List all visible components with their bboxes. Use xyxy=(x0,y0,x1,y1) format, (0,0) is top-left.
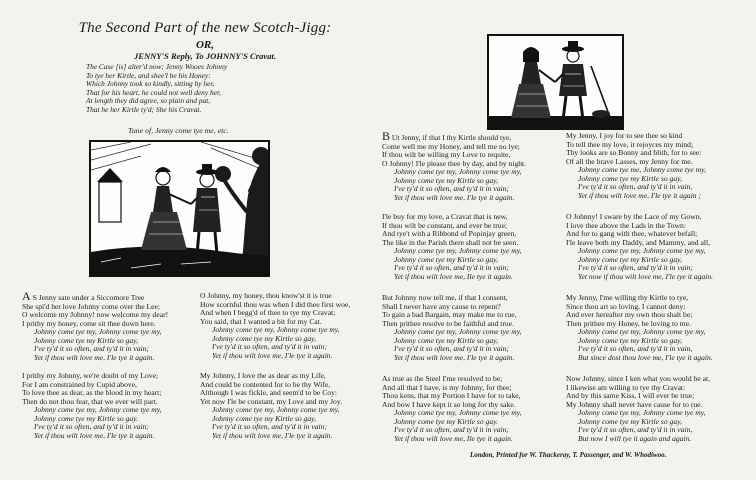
refrain-line: I've ty'd it so often, and ty'd it in vain; xyxy=(394,263,509,273)
refrain-line: Yet if thou wilt love me, I'le tye it again. xyxy=(212,430,333,440)
verse-line: B Ut Jenny, if that I thy Kirtle should tye, xyxy=(382,129,512,143)
verse-line: As true as the Steel I'me resolved to be; xyxy=(382,374,503,383)
refrain-line: Johnny come tye my Kirtle so gay, xyxy=(578,173,682,183)
verse-line: Then prithee my Honey, be loving to me. xyxy=(566,318,691,328)
refrain-line: I've ty'd it so often, and ty'd it in vain; xyxy=(34,344,149,354)
verse-line: If thou wilt be willing my Love to requite, xyxy=(382,150,511,160)
verse-line: Shall I never have any cause to repent? xyxy=(382,301,501,311)
printer-imprint: London, Printed for W. Thackeray, T. Passenger, and W. Whodiwoo. xyxy=(470,451,667,459)
verse-line: I love thee above the Lads in the Town: xyxy=(566,220,686,230)
refrain-line: I've ty'd it so often, and ty'd it in vain; xyxy=(34,422,149,432)
refrain-line: I've ty'd it so often, and ty'd it in vain, xyxy=(578,425,693,435)
stanza-1 xyxy=(22,289,169,362)
stanza-7 xyxy=(382,294,522,362)
refrain-line: I've ty'd it so often, and ty'd it in vain; xyxy=(394,344,509,354)
verse-line: You said, that I wanted a bit for my Cat. xyxy=(200,316,322,326)
refrain-line: Johnny come tye my Kirtle so gay, xyxy=(578,416,682,426)
refrain-line: Yet if thou wilt love me, I'le tye it again ; xyxy=(578,190,702,200)
verse-line: Come well me my Honey, and tell me no lye; xyxy=(382,141,520,151)
verse-line: Thou kens, that my Portion I have for to take, xyxy=(382,391,521,401)
refrain-line: Johnny come tye my, Johnny come tye my, xyxy=(34,405,162,415)
verse-line: Of all the brave Lasses, my Jenny for me. xyxy=(566,156,693,166)
verse-line: Now Johnny, since I ken what you would be at, xyxy=(566,374,710,383)
stanza-3 xyxy=(200,292,350,360)
verse-line: How scornful thou was when I did thee first woe, xyxy=(200,299,351,309)
verse-line: I'le buy for my love, a Cravat that is new, xyxy=(382,212,508,221)
refrain-line: But since dost thou love me, I'le tye it again. xyxy=(578,352,713,362)
stanza-10 xyxy=(566,213,713,281)
verse-line: And for to gang with thee, whatever befall; xyxy=(566,229,698,239)
verse-line: I likewise am willing to tye thy Cravat: xyxy=(566,382,686,392)
refrain-line: I've ty'd it so often, and ty'd it in vain, xyxy=(578,182,693,192)
verse-line: O Johnny, my honey, thou know'st it is true xyxy=(200,291,332,300)
stanza-4 xyxy=(200,372,342,440)
refrain-line: Johnny come tye my Kirtle so gay. xyxy=(394,416,498,426)
refrain-line: Johnny come tye me, Johnny come tye my, xyxy=(578,165,706,175)
verse-line: And ever hereafter my own thou shalt be; xyxy=(566,310,693,320)
refrain-line: I've ty'd it so often, and ty'd it in vain; xyxy=(212,342,327,352)
refrain-line: Yet if thou wilt love me, I'le tye it again. xyxy=(34,352,155,362)
refrain-line: Yet if thou wilt love me, I'le tye it again. xyxy=(394,352,515,362)
intro-line: The Case [is] alter'd now; Jenny Wooes Johnny xyxy=(86,62,228,71)
verse-line: Then do not thou fear, that we ever will part. xyxy=(22,396,158,406)
woodcut-couple-standing-image xyxy=(487,34,624,130)
verse-line: Yet now I'le be constant, my Love and my Joy. xyxy=(200,396,343,406)
refrain-line: Johnny come tye my, Johnny come tye my, xyxy=(212,325,340,335)
refrain-line: But now I will tye it again and again. xyxy=(578,433,692,443)
stanza-5 xyxy=(382,129,527,202)
refrain-line: Yet if thou wilt love me, I'le tye it again. xyxy=(212,350,333,360)
refrain-line: Yet if thou wilt love me, I'le tye it again. xyxy=(394,192,515,202)
verse-line: O Johnny! I'le please thee by day, and by night. xyxy=(382,158,527,168)
intro-line: At length they did agree, so plain and pat, xyxy=(86,96,211,106)
verse-line: A S Jenny sate under a Siccomore Tree xyxy=(22,289,145,303)
stanza-12 xyxy=(566,375,710,443)
stanza-9 xyxy=(566,132,706,200)
verse-line: My Johnny shall never have cause for to rue. xyxy=(566,399,703,409)
refrain-line: Johnny come tye my Kirtle so gay, xyxy=(578,254,682,264)
verse-line: Although I was fickle, and seem'd to be Coy: xyxy=(200,388,337,398)
refrain-line: Johnny come tye my, Johnny come tye my, xyxy=(394,246,522,256)
refrain-line: Johnny come tye my, Johnny come tye my, xyxy=(394,167,522,177)
verse-line: She spi'd her love Johnny come over the Lee; xyxy=(22,301,161,311)
refrain-line: Johnny come tye my Kirtle so gay, xyxy=(394,335,498,345)
intro-line: To tye her Kirtle, and shee'l be his Honey: xyxy=(86,70,211,80)
verse-line: My Jenny, I'me willing thy Kirtle to tye, xyxy=(566,293,689,302)
refrain-line: Johnny come tye my Kirtle so gay. xyxy=(34,413,138,423)
refrain-line: Yet if thou wilt love me, Ile tye it again. xyxy=(394,271,513,281)
verse-line: To love thee as dear, as the blood in my heart; xyxy=(22,388,162,398)
verse-line: I prithy my Johnny, we're doubt of my Love; xyxy=(22,371,159,380)
refrain-line: Johnny come tye my Kirtle so gay, xyxy=(34,335,138,345)
verse-line: O welcome my Johnny! now welcome my dear! xyxy=(22,310,169,320)
refrain-line: I've ty'd it so often, and ty'd it in vain; xyxy=(394,184,509,194)
refrain-line: Johnny come tye my, Johnny come tye my, xyxy=(578,246,706,256)
stanza-8 xyxy=(382,375,522,443)
verse-line: I prithy my honey, come sit thee down here. xyxy=(22,318,156,328)
refrain-line: Johnny come tye my, Johnny come tye my, xyxy=(578,408,706,418)
verse-line: O Johnny! I sware by the Lace of my Gown, xyxy=(566,212,702,221)
woodcut-couple-tree-image xyxy=(89,140,270,277)
refrain-line: Johnny come tye my Kirtle so gay, xyxy=(578,335,682,345)
verse-line: To tell thee my love, it rejoyces my mind; xyxy=(566,139,694,149)
intro-line: That for his heart, he could not well deny her, xyxy=(86,87,221,97)
verse-line: The like in the Parish there shall not be seen. xyxy=(382,237,519,247)
refrain-line: Johnny come tye my, Johnny come tye my, xyxy=(394,408,522,418)
verse-line: My Jenny, I joy for to see thee so kind xyxy=(566,131,683,140)
refrain-line: I've ty'd it so often, and ty'd it in vain, xyxy=(578,344,693,354)
refrain-line: Johnny come tye my Kirtle so gay, xyxy=(394,254,498,264)
verse-line: And tye't with a Ribbond of Popinjay green, xyxy=(382,229,517,239)
ballad-or: OR, xyxy=(195,39,215,51)
intro-line: That he her Kirtle ty'd; She his Cravat. xyxy=(86,104,202,114)
verse-line: But Johnny now tell me, if that I consent, xyxy=(382,293,508,302)
ballad-title: The Second Part of the new Scotch-Jigg: xyxy=(78,20,332,36)
ballad-subtitle: JENNY'S Reply, To JOHNNY'S Cravat. xyxy=(133,51,277,61)
refrain-line: Yet now if thou wilt love me, I'le tye it again. xyxy=(578,271,714,281)
refrain-line: I've ty'd it so often, and ty'd it in vain; xyxy=(578,263,693,273)
refrain-line: Yet if thou wilt love me, I'le tye it again. xyxy=(34,430,155,440)
verse-line: And could be contented for to be thy Wife, xyxy=(200,379,331,389)
refrain-line: I've ty'd it so often, and ty'd it in vain; xyxy=(394,425,509,435)
verse-line: If thou wilt be constant, and ever be true; xyxy=(382,220,508,230)
verse-line: And bow I have kept it so long for thy sake. xyxy=(382,399,516,409)
refrain-line: Johnny come tye my Kirtle so gay, xyxy=(394,175,498,185)
verse-line: Then prithee resolve to be faithful and true. xyxy=(382,318,514,328)
stanza-6 xyxy=(382,213,522,281)
intro-verse xyxy=(86,63,336,115)
verse-line: To gain a bad Bargain, may make me to rue, xyxy=(382,310,517,320)
verse-line: And by this same Kiss, I will ever be true; xyxy=(566,391,695,401)
refrain-line: Johnny come tye my Kirtle so gay, xyxy=(212,413,316,423)
verse-line: Thy looks are so Bonny and blith, for to see: xyxy=(566,148,702,158)
refrain-line: Johnny come tye my Kirtle so gay, xyxy=(212,333,316,343)
verse-line: For I am constrained by Cupid above, xyxy=(22,379,137,389)
refrain-line: I've ty'd it so often, and ty'd it in vain; xyxy=(212,422,327,432)
verse-line: My Johnny, I love the as dear as my Life, xyxy=(200,371,326,380)
refrain-line: Johnny come tye my, Johnny come tye my, xyxy=(578,327,706,337)
verse-line: Since thou art so loving, I cannot deny: xyxy=(566,301,686,311)
refrain-line: Yet if thou wilt love me, Ile tye it again. xyxy=(394,433,513,443)
refrain-line: Johnny come tye my, Johnny come tye my, xyxy=(34,327,162,337)
tune-line: Tune of, Jenny come tye me, etc. xyxy=(128,126,229,135)
stanza-2 xyxy=(22,372,162,440)
verse-line: I'le leave both my Daddy, and Mammy, and all, xyxy=(566,237,710,247)
stanza-11 xyxy=(566,294,713,362)
verse-line: And all that I have, is my Johnny, for thee; xyxy=(382,382,512,392)
refrain-line: Johnny come tye my, Johnny come tye my, xyxy=(212,405,340,415)
refrain-line: Johnny come tye my, Johnny come tye my, xyxy=(394,327,522,337)
verse-line: And when I begg'd of thee to tye my Cravat; xyxy=(200,308,336,318)
intro-line: Which Johnny took so kindly, sitting by her, xyxy=(86,79,215,89)
